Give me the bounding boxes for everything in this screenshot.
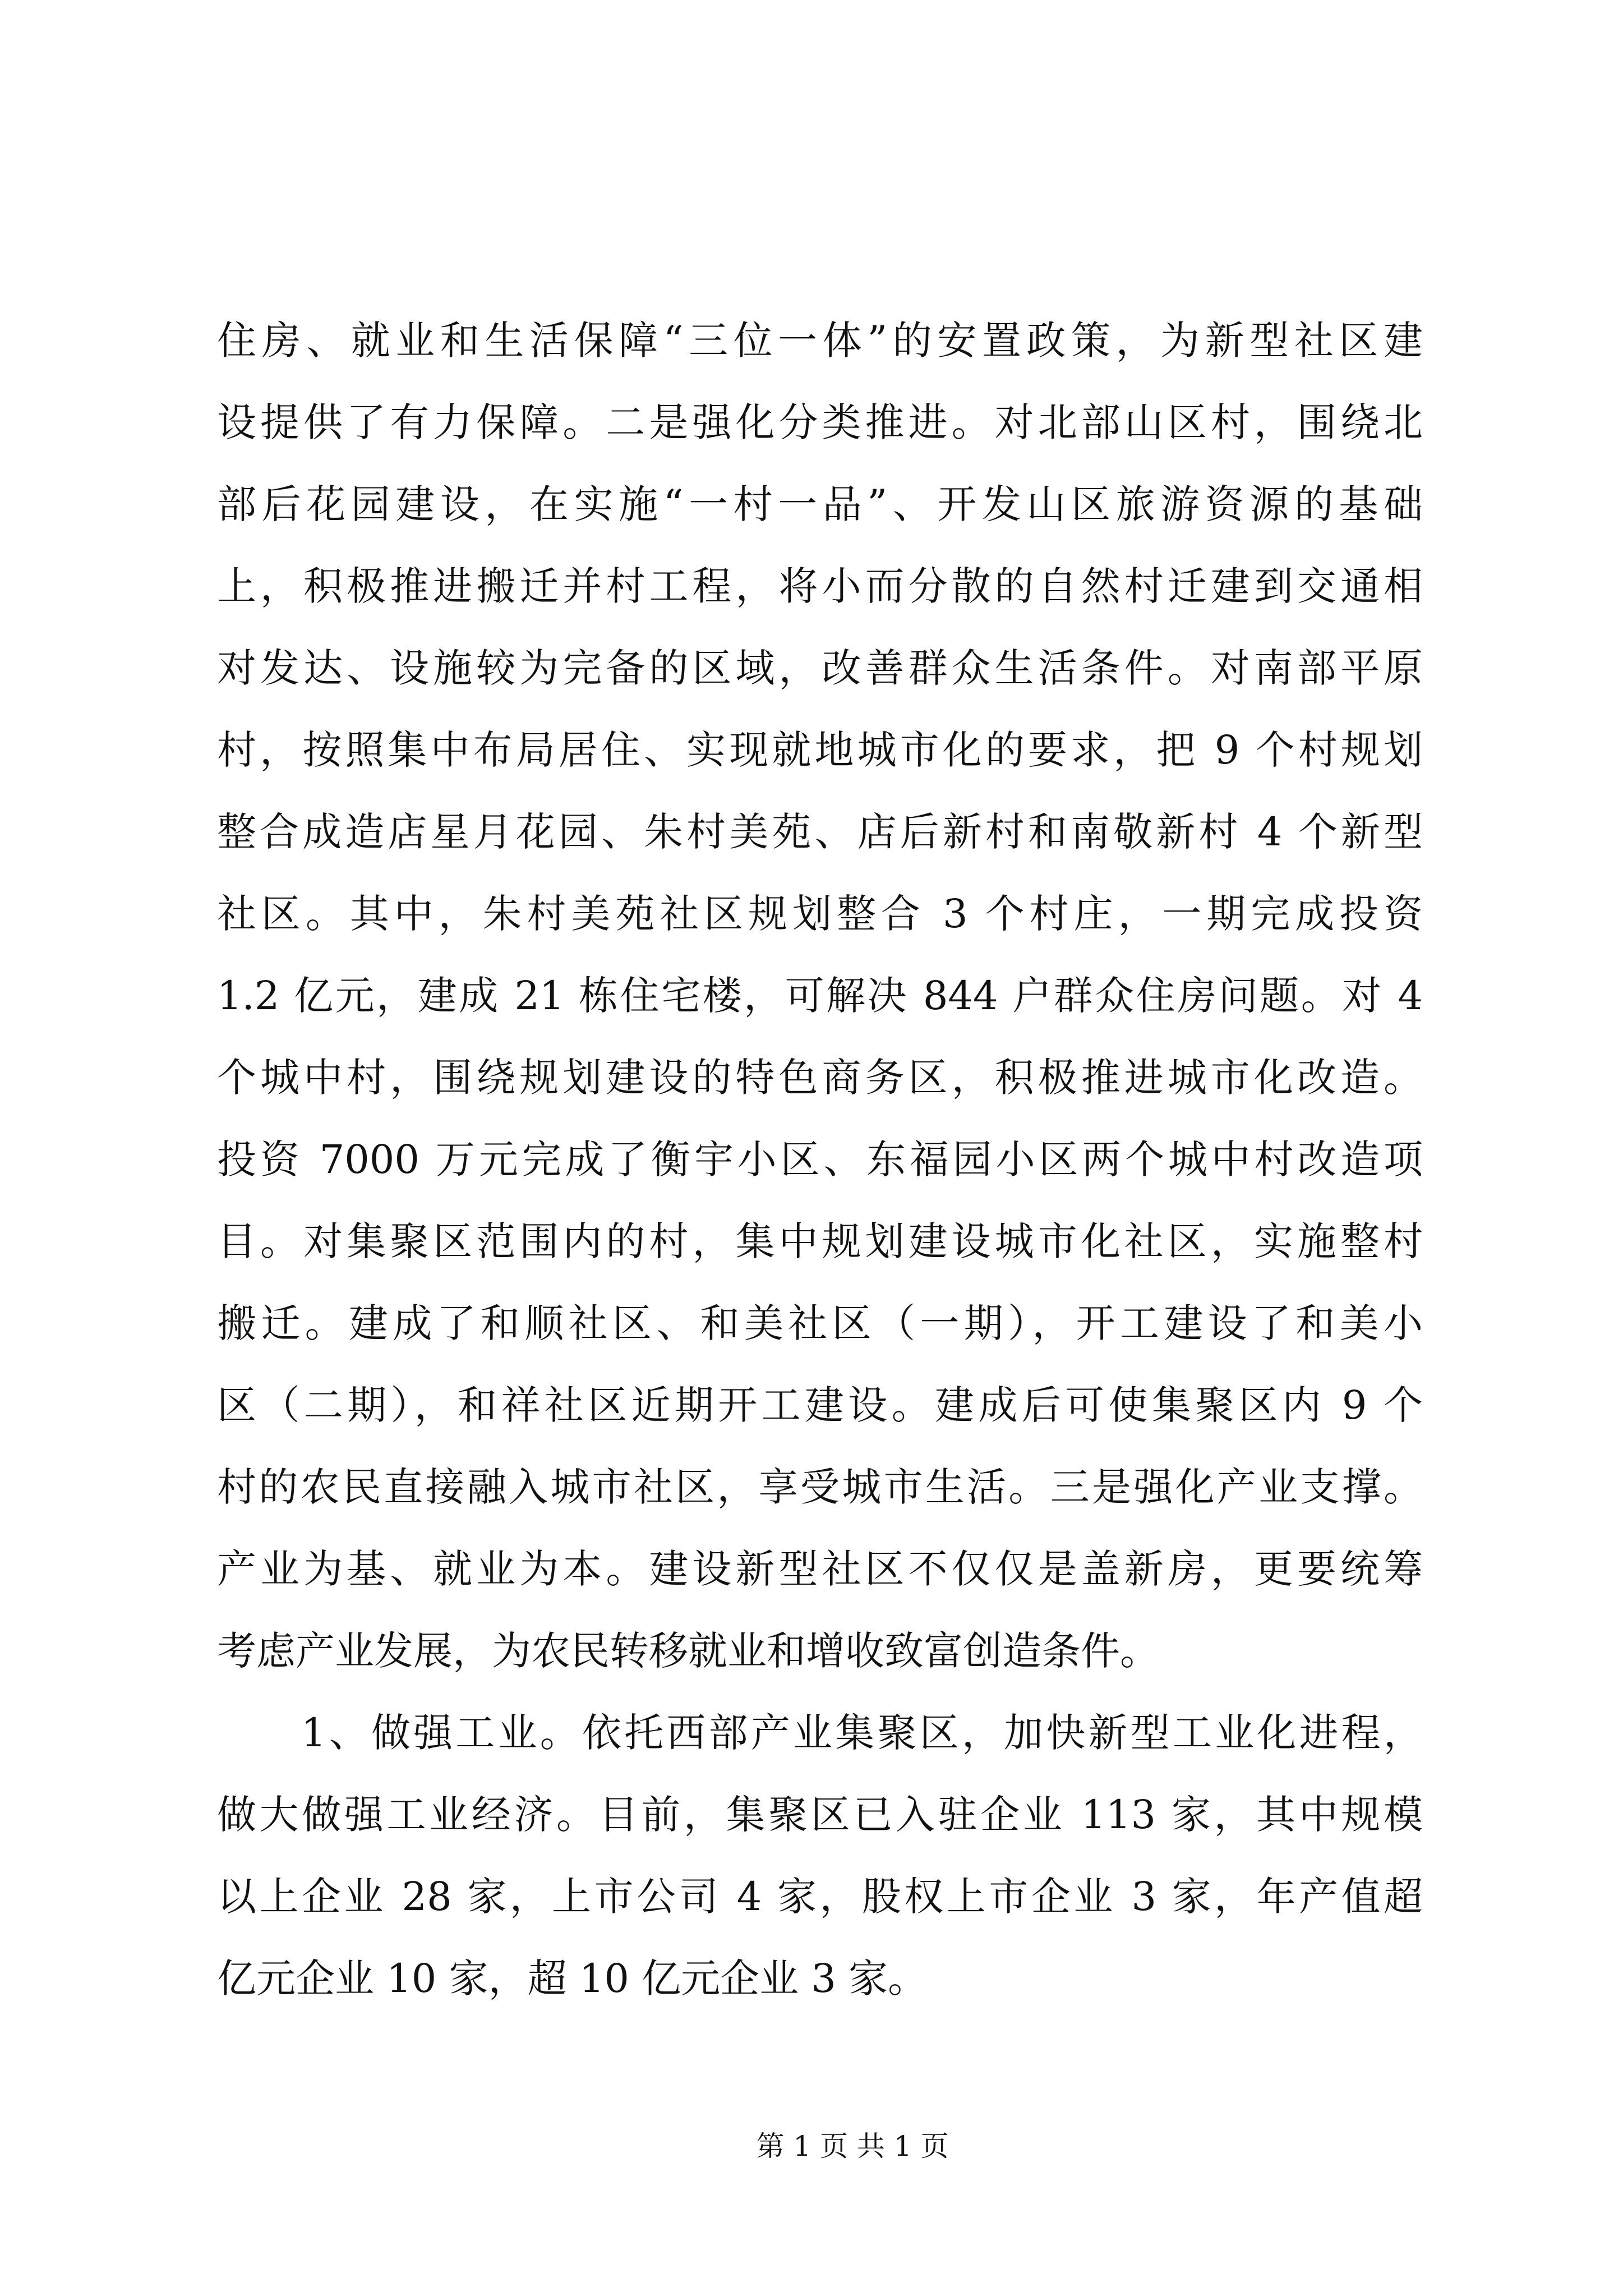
- body-line: 上，积极推进搬迁并村工程，将小而分散的自然村迁建到交通相: [217, 563, 1423, 609]
- body-line: 以上企业 28 家，上市公司 4 家，股权上市企业 3 家，年产值超: [217, 1874, 1423, 1920]
- page-footer: 第 1 页 共 1 页: [756, 2130, 949, 2162]
- body-line: 区（二期），和祥社区近期开工建设。建成后可使集聚区内 9 个: [217, 1382, 1423, 1428]
- body-line: 对发达、设施较为完备的区域，改善群众生活条件。对南部平原: [217, 645, 1423, 691]
- paragraph: [217, 300, 1423, 1692]
- body-line: 目。对集聚区范围内的村，集中规划建设城市化社区，实施整村: [217, 1218, 1423, 1264]
- body-line: 亿元企业 10 家，超 10 亿元企业 3 家。: [217, 1955, 928, 2001]
- body-line: 做大做强工业经济。目前，集聚区已入驻企业 113 家，其中规模: [217, 1792, 1423, 1838]
- body-line: 1.2 亿元，建成 21 栋住宅楼，可解决 844 户群众住房问题。对 4: [217, 973, 1423, 1019]
- body-text: [217, 300, 1423, 2019]
- paragraph: [217, 1692, 1423, 2019]
- body-line: 产业为基、就业为本。建设新型社区不仅仅是盖新房，更要统筹: [217, 1546, 1423, 1592]
- body-line: 个城中村，围绕规划建设的特色商务区，积极推进城市化改造。: [217, 1055, 1423, 1101]
- body-line: 村的农民直接融入城市社区，享受城市生活。三是强化产业支撑。: [217, 1464, 1423, 1510]
- body-line: 考虑产业发展，为农民转移就业和增收致富创造条件。: [217, 1628, 1159, 1674]
- body-line: 设提供了有力保障。二是强化分类推进。对北部山区村，围绕北: [217, 399, 1423, 445]
- body-line: 住房、就业和生活保障“三位一体”的安置政策，为新型社区建: [217, 318, 1423, 364]
- body-line: 村，按照集中布局居住、实现就地城市化的要求，把 9 个村规划: [217, 727, 1423, 773]
- body-line: 社区。其中，朱村美苑社区规划整合 3 个村庄，一期完成投资: [217, 891, 1423, 937]
- body-line: 部后花园建设，在实施“一村一品”、开发山区旅游资源的基础: [217, 481, 1423, 527]
- body-line: 1、做强工业。依托西部产业集聚区，加快新型工业化进程，: [301, 1710, 1423, 1756]
- body-line: 投资 7000 万元完成了衡宇小区、东福园小区两个城中村改造项: [217, 1137, 1423, 1182]
- body-line: 搬迁。建成了和顺社区、和美社区（一期），开工建设了和美小: [217, 1300, 1423, 1346]
- body-line: 整合成造店星月花园、朱村美苑、店后新村和南敬新村 4 个新型: [217, 809, 1423, 855]
